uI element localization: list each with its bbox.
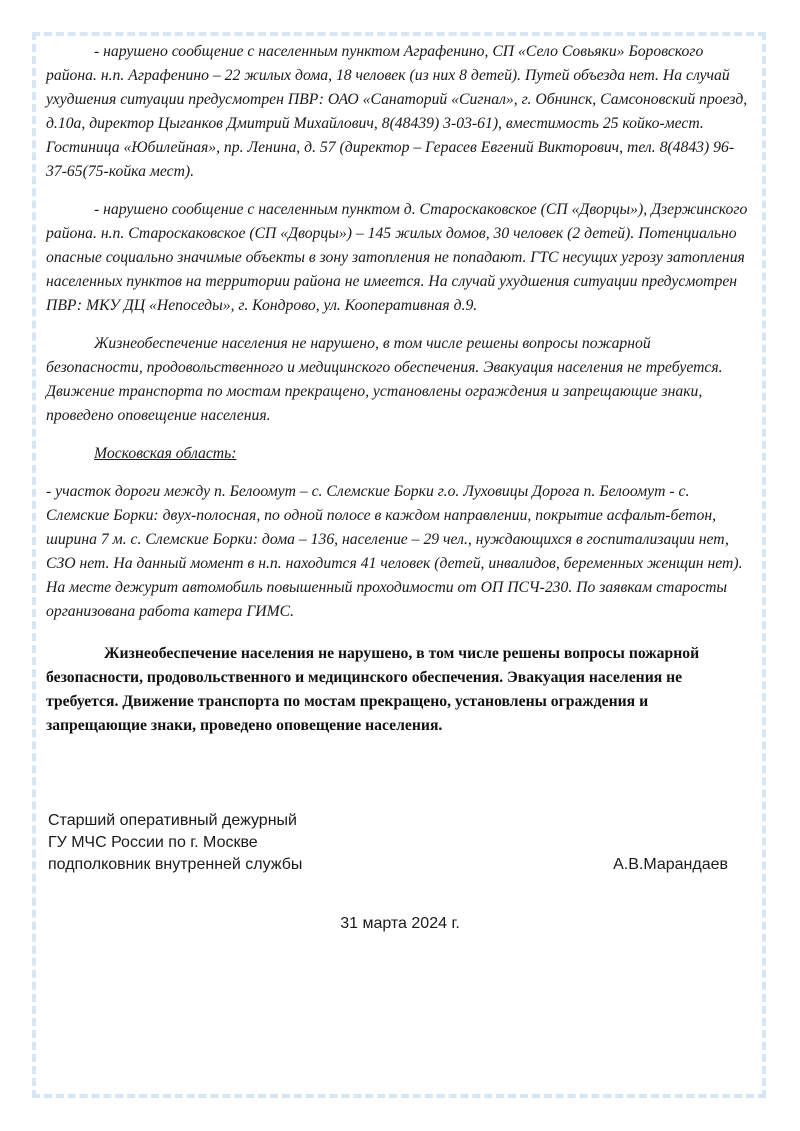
paragraph-agrafenino: - нарушено сообщение с населенным пунктом Аграфенино, СП «Село Совьяки» Боровского района. н.п. Аграфенино – 22 жилых дома, 18 человек (из них 8 детей). Путей объезда нет. На случай ухудшения ситуации предусмотрен ПВР: ОАО «Санаторий «Сигнал», г. Обнинск, Самсоновский проезд, д.10а, директор Цыганков Дмитрий Михайлович, 8(48439) 3-03-61), вместимость 25 койко-мест. Гостиница «Юбилейная», пр. Ленина, д. 57 (директор – Герасев Евгений Викторович, тел. 8(4843) 96-37-65(75-койка мест).	[46, 43, 748, 180]
signature-block	[48, 810, 728, 876]
paragraph-moscow-region: - участок дороги между п. Белоомут – с. Слемские Борки г.о. Луховицы Дорога п. Белоомут - с. Слемские Борки: двух-полосная, по одной полосе в каждом направлении, покрытие асфальт-бетон, ширина 7 м. с. Слемские Борки: дома – 136, население – 29 чел., нуждающихся в госпитализации нет, СЗО нет. На данный момент в н.п. находится 41 человек (детей, инвалидов, беременных женщин нет). На месте дежурит автомобиль повышенный проходимости от ОП ПСЧ-230. По заявкам старосты организована работа катера ГИМС.	[46, 483, 743, 620]
signature-rank: подполковник внутренней службы	[48, 856, 303, 873]
region-heading: Московская область:	[94, 445, 237, 462]
signature-position: Старший оперативный дежурный	[48, 812, 297, 829]
paragraph-staroskakovskoe: - нарушено сообщение с населенным пунктом д. Староскаковское (СП «Дворцы»), Дзержинского района. н.п. Староскаковское (СП «Дворцы») – 145 жилых домов, 30 человек (2 детей). Потенциально опасные социально значимые объекты в зону затопления не попадают. ГТС несущих угрозу затопления населенных пунктов на территории района не имеется. На случай ухудшения ситуации предусмотрен ПВР: МКУ ДЦ «Непоседы», г. Кондрово, ул. Кооперативная д.9.	[46, 201, 748, 314]
paragraph-summary-bold: Жизнеобеспечение населения не нарушено, в том числе решены вопросы пожарной безопасности, продовольственного и медицинского обеспечения. Эвакуация населения не требуется. Движение транспорта по мостам прекращено, установлены ограждения и запрещающие знаки, проведено оповещение населения.	[46, 645, 700, 734]
signature-organization: ГУ МЧС России по г. Москве	[48, 834, 258, 851]
document-date: 31 марта 2024 г.	[340, 915, 460, 932]
paragraph-life-support: Жизнеобеспечение населения не нарушено, в том числе решены вопросы пожарной безопасности, продовольственного и медицинского обеспечения. Эвакуация населения не требуется. Движение транспорта по мостам прекращено, установлены ограждения и запрещающие знаки, проведено оповещение населения.	[46, 335, 723, 424]
signature-name: А.В.Марандаев	[613, 856, 728, 873]
document-body	[46, 40, 750, 738]
signature-rank-row	[48, 854, 728, 876]
